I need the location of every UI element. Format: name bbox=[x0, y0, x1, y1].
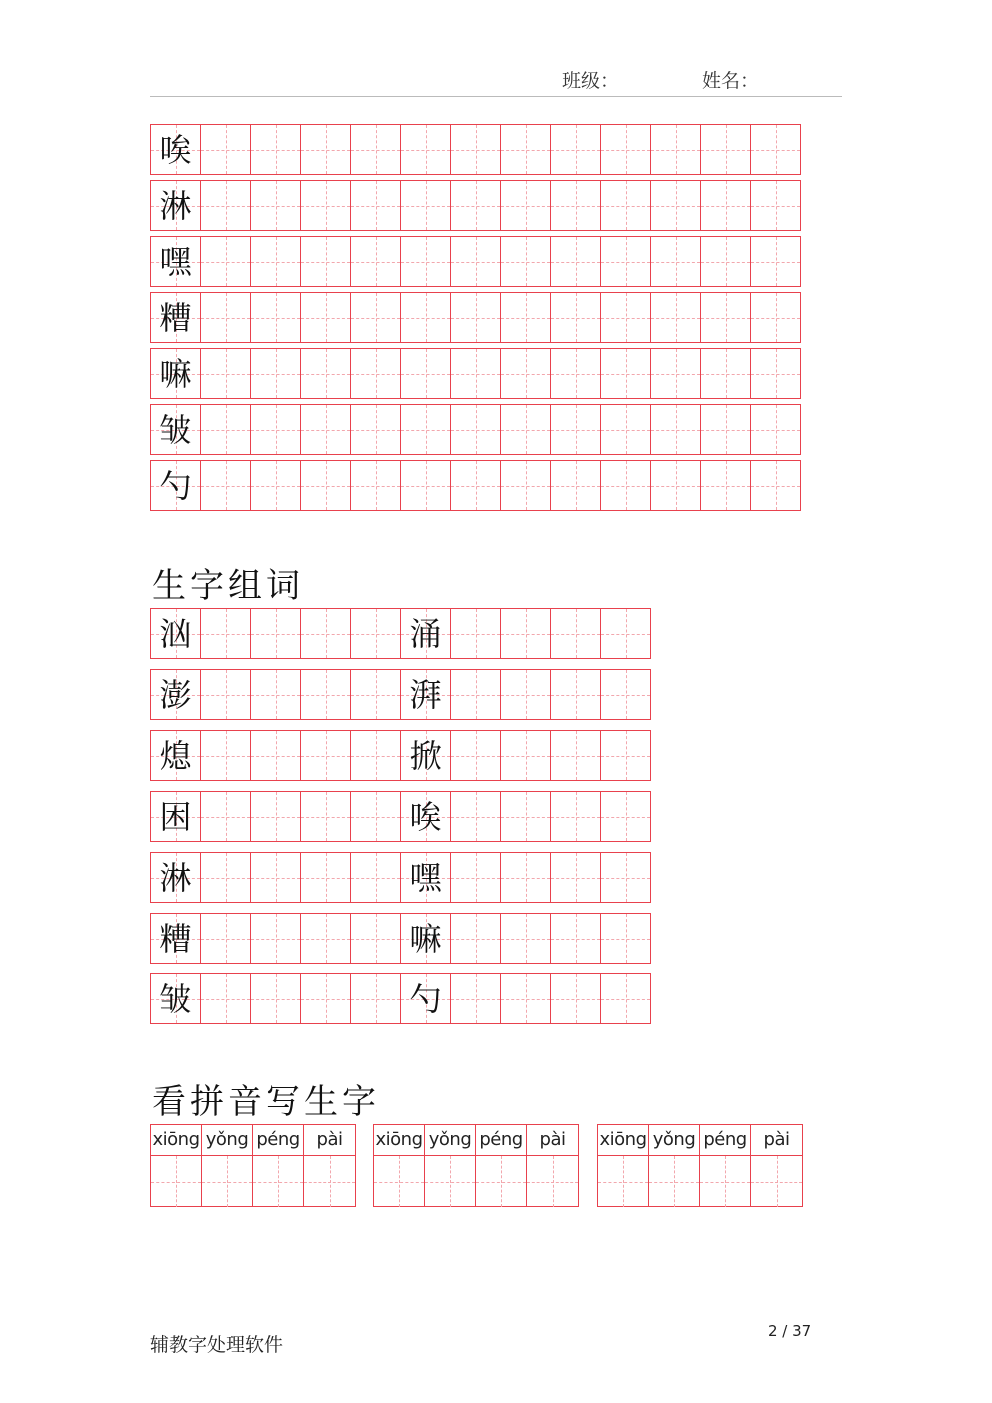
practice-cell[interactable] bbox=[250, 236, 301, 287]
pinyin-row bbox=[374, 1125, 578, 1156]
word-character: 嘛 bbox=[409, 919, 442, 958]
practice-cell[interactable] bbox=[650, 292, 701, 343]
word-cell[interactable] bbox=[450, 730, 501, 781]
practice-cell[interactable] bbox=[300, 460, 351, 511]
word-cell[interactable] bbox=[550, 669, 601, 720]
practice-cell[interactable] bbox=[600, 292, 651, 343]
word-cell[interactable] bbox=[300, 913, 351, 964]
practice-cell[interactable] bbox=[650, 236, 701, 287]
practice-character: 糟 bbox=[159, 298, 192, 337]
practice-cell[interactable] bbox=[650, 348, 701, 399]
write-cell[interactable] bbox=[700, 1156, 751, 1207]
practice-cell[interactable] bbox=[550, 348, 601, 399]
write-cell[interactable] bbox=[151, 1156, 202, 1207]
practice-cell[interactable] bbox=[450, 236, 501, 287]
word-cell[interactable] bbox=[500, 608, 551, 659]
practice-cell[interactable] bbox=[400, 292, 451, 343]
word-cell[interactable] bbox=[550, 973, 601, 1024]
practice-cell[interactable] bbox=[450, 460, 501, 511]
practice-row bbox=[150, 180, 800, 231]
pinyin-syllable: yǒng bbox=[425, 1125, 476, 1155]
word-cell[interactable] bbox=[600, 913, 651, 964]
word-cell[interactable] bbox=[500, 791, 551, 842]
word-cell-char bbox=[150, 608, 201, 659]
practice-cell[interactable] bbox=[500, 460, 551, 511]
practice-cell[interactable] bbox=[200, 404, 251, 455]
practice-character: 淋 bbox=[159, 186, 192, 225]
word-cell[interactable] bbox=[200, 608, 251, 659]
word-cell[interactable] bbox=[200, 669, 251, 720]
word-cell-char bbox=[150, 730, 201, 781]
practice-cell[interactable] bbox=[200, 292, 251, 343]
practice-cell[interactable] bbox=[750, 404, 801, 455]
word-cell[interactable] bbox=[350, 791, 401, 842]
pinyin-section-title: 看拼音写生字 bbox=[152, 1082, 380, 1122]
write-cell[interactable] bbox=[476, 1156, 527, 1207]
word-cell[interactable] bbox=[300, 791, 351, 842]
practice-cell[interactable] bbox=[600, 404, 651, 455]
practice-cell[interactable] bbox=[300, 292, 351, 343]
word-cell[interactable] bbox=[350, 852, 401, 903]
word-cell[interactable] bbox=[250, 791, 301, 842]
word-character: 皱 bbox=[159, 979, 192, 1018]
word-cell[interactable] bbox=[550, 608, 601, 659]
pinyin-syllable: péng bbox=[253, 1125, 304, 1155]
practice-cell[interactable] bbox=[300, 124, 351, 175]
write-cell[interactable] bbox=[649, 1156, 700, 1207]
practice-row bbox=[150, 348, 800, 399]
word-cell[interactable] bbox=[250, 852, 301, 903]
practice-cell[interactable] bbox=[250, 460, 301, 511]
pinyin-syllable: yǒng bbox=[649, 1125, 700, 1155]
practice-cell[interactable] bbox=[600, 180, 651, 231]
write-cell[interactable] bbox=[202, 1156, 253, 1207]
word-character: 汹 bbox=[159, 614, 192, 653]
word-cell[interactable] bbox=[200, 852, 251, 903]
practice-cell[interactable] bbox=[650, 404, 701, 455]
write-row bbox=[374, 1156, 578, 1207]
header-divider bbox=[150, 96, 842, 97]
practice-cell[interactable] bbox=[400, 348, 451, 399]
practice-cell[interactable] bbox=[300, 236, 351, 287]
practice-cell-char bbox=[150, 124, 201, 175]
word-cell[interactable] bbox=[600, 852, 651, 903]
word-cell-char bbox=[150, 791, 201, 842]
write-cell[interactable] bbox=[425, 1156, 476, 1207]
word-character: 掀 bbox=[409, 736, 442, 775]
practice-cell[interactable] bbox=[450, 180, 501, 231]
word-character: 糟 bbox=[159, 919, 192, 958]
word-cell[interactable] bbox=[500, 669, 551, 720]
word-cell[interactable] bbox=[450, 669, 501, 720]
practice-cell[interactable] bbox=[400, 404, 451, 455]
practice-cell[interactable] bbox=[700, 292, 751, 343]
write-cell[interactable] bbox=[374, 1156, 425, 1207]
pinyin-syllable: pài bbox=[316, 1129, 343, 1150]
pinyin-block bbox=[150, 1124, 356, 1207]
word-cell[interactable] bbox=[600, 669, 651, 720]
practice-cell[interactable] bbox=[600, 236, 651, 287]
pinyin-syllable: péng bbox=[700, 1125, 751, 1155]
word-cell[interactable] bbox=[500, 730, 551, 781]
practice-cell[interactable] bbox=[250, 348, 301, 399]
write-cell[interactable] bbox=[751, 1156, 802, 1207]
word-cell[interactable] bbox=[250, 669, 301, 720]
word-cell[interactable] bbox=[350, 608, 401, 659]
word-row bbox=[150, 730, 650, 781]
word-character: 涌 bbox=[409, 614, 442, 653]
write-cell[interactable] bbox=[304, 1156, 355, 1207]
word-cell-char bbox=[150, 669, 201, 720]
practice-cell[interactable] bbox=[600, 124, 651, 175]
practice-cell[interactable] bbox=[450, 292, 501, 343]
word-cell-char bbox=[400, 730, 451, 781]
word-character: 熄 bbox=[159, 736, 192, 775]
practice-cell[interactable] bbox=[600, 460, 651, 511]
word-row bbox=[150, 791, 650, 842]
word-cell-char bbox=[400, 608, 451, 659]
practice-character: 皱 bbox=[159, 410, 192, 449]
software-name: 辅教字处理软件 bbox=[150, 1334, 284, 1356]
practice-cell-char bbox=[150, 236, 201, 287]
practice-cell[interactable] bbox=[650, 180, 701, 231]
word-character: 嘿 bbox=[409, 858, 442, 897]
word-cell[interactable] bbox=[550, 791, 601, 842]
word-row bbox=[150, 973, 650, 1024]
word-cell[interactable] bbox=[350, 669, 401, 720]
practice-cell-char bbox=[150, 404, 201, 455]
practice-row bbox=[150, 236, 800, 287]
practice-cell[interactable] bbox=[350, 460, 401, 511]
practice-cell[interactable] bbox=[300, 348, 351, 399]
word-cell[interactable] bbox=[300, 852, 351, 903]
word-character: 唉 bbox=[409, 797, 442, 836]
practice-cell[interactable] bbox=[600, 348, 651, 399]
practice-cell[interactable] bbox=[500, 236, 551, 287]
word-cell[interactable] bbox=[200, 973, 251, 1024]
word-cell-char bbox=[400, 913, 451, 964]
practice-cell[interactable] bbox=[300, 180, 351, 231]
practice-cell[interactable] bbox=[700, 180, 751, 231]
word-cell-char bbox=[150, 973, 201, 1024]
word-cell[interactable] bbox=[200, 791, 251, 842]
practice-cell[interactable] bbox=[200, 236, 251, 287]
practice-cell[interactable] bbox=[650, 460, 701, 511]
practice-cell[interactable] bbox=[750, 236, 801, 287]
practice-character: 嘿 bbox=[159, 242, 192, 281]
word-cell[interactable] bbox=[600, 608, 651, 659]
word-character: 澎 bbox=[159, 675, 192, 714]
practice-cell[interactable] bbox=[700, 348, 751, 399]
word-row bbox=[150, 608, 650, 659]
practice-cell[interactable] bbox=[500, 348, 551, 399]
word-character: 湃 bbox=[409, 675, 442, 714]
word-cell[interactable] bbox=[250, 973, 301, 1024]
word-cell[interactable] bbox=[300, 973, 351, 1024]
practice-cell[interactable] bbox=[700, 460, 751, 511]
practice-cell[interactable] bbox=[500, 292, 551, 343]
practice-cell[interactable] bbox=[550, 404, 601, 455]
word-cell[interactable] bbox=[600, 973, 651, 1024]
practice-cell[interactable] bbox=[200, 460, 251, 511]
practice-cell[interactable] bbox=[550, 292, 601, 343]
practice-character: 勺 bbox=[159, 466, 192, 505]
word-cell-char bbox=[400, 973, 451, 1024]
pinyin-syllable: xiōng bbox=[598, 1125, 649, 1155]
word-cell[interactable] bbox=[500, 973, 551, 1024]
word-cell[interactable] bbox=[250, 730, 301, 781]
practice-cell[interactable] bbox=[750, 124, 801, 175]
practice-cell[interactable] bbox=[550, 180, 601, 231]
practice-cell-char bbox=[150, 348, 201, 399]
practice-cell-char bbox=[150, 180, 201, 231]
practice-cell[interactable] bbox=[300, 404, 351, 455]
practice-cell[interactable] bbox=[350, 180, 401, 231]
practice-cell[interactable] bbox=[350, 124, 401, 175]
practice-row bbox=[150, 404, 800, 455]
word-cell-char bbox=[400, 669, 451, 720]
practice-cell[interactable] bbox=[450, 124, 501, 175]
practice-cell[interactable] bbox=[750, 348, 801, 399]
word-cell[interactable] bbox=[550, 852, 601, 903]
word-section-title: 生字组词 bbox=[152, 566, 304, 606]
practice-cell[interactable] bbox=[250, 404, 301, 455]
word-cell[interactable] bbox=[500, 852, 551, 903]
practice-cell[interactable] bbox=[350, 292, 401, 343]
word-cell[interactable] bbox=[450, 973, 501, 1024]
word-row bbox=[150, 913, 650, 964]
word-cell[interactable] bbox=[550, 913, 601, 964]
practice-cell[interactable] bbox=[400, 460, 451, 511]
practice-character: 嘛 bbox=[159, 354, 192, 393]
word-character: 困 bbox=[159, 797, 192, 836]
word-cell-char bbox=[400, 791, 451, 842]
practice-row bbox=[150, 292, 800, 343]
word-cell-char bbox=[400, 852, 451, 903]
practice-cell[interactable] bbox=[500, 404, 551, 455]
write-cell[interactable] bbox=[598, 1156, 649, 1207]
word-cell[interactable] bbox=[300, 608, 351, 659]
word-cell[interactable] bbox=[300, 730, 351, 781]
pinyin-block bbox=[597, 1124, 803, 1207]
practice-cell[interactable] bbox=[700, 236, 751, 287]
practice-cell[interactable] bbox=[400, 236, 451, 287]
word-cell[interactable] bbox=[200, 730, 251, 781]
word-cell[interactable] bbox=[450, 913, 501, 964]
word-row bbox=[150, 852, 650, 903]
word-cell[interactable] bbox=[450, 608, 501, 659]
practice-cell[interactable] bbox=[400, 124, 451, 175]
pinyin-syllable: xiōng bbox=[374, 1125, 425, 1155]
pinyin-syllable: yǒng bbox=[202, 1125, 253, 1155]
class-label: 班级： bbox=[562, 70, 620, 92]
write-row bbox=[151, 1156, 355, 1207]
practice-cell[interactable] bbox=[750, 292, 801, 343]
word-cell[interactable] bbox=[250, 608, 301, 659]
practice-cell[interactable] bbox=[350, 236, 401, 287]
practice-cell[interactable] bbox=[200, 124, 251, 175]
practice-cell[interactable] bbox=[250, 180, 301, 231]
practice-row bbox=[150, 460, 800, 511]
practice-cell-char bbox=[150, 292, 201, 343]
name-label: 姓名： bbox=[702, 70, 760, 92]
word-cell[interactable] bbox=[600, 791, 651, 842]
practice-cell[interactable] bbox=[650, 124, 701, 175]
pinyin-row bbox=[151, 1125, 355, 1156]
word-row bbox=[150, 669, 650, 720]
practice-cell[interactable] bbox=[200, 348, 251, 399]
write-row bbox=[598, 1156, 802, 1207]
practice-cell[interactable] bbox=[400, 180, 451, 231]
word-cell-char bbox=[150, 913, 201, 964]
practice-cell[interactable] bbox=[250, 124, 301, 175]
practice-character: 唉 bbox=[159, 130, 192, 169]
word-cell[interactable] bbox=[350, 913, 401, 964]
write-cell[interactable] bbox=[527, 1156, 578, 1207]
practice-cell[interactable] bbox=[250, 292, 301, 343]
word-cell[interactable] bbox=[600, 730, 651, 781]
pinyin-syllable: xiōng bbox=[151, 1125, 202, 1155]
word-cell[interactable] bbox=[350, 730, 401, 781]
word-cell[interactable] bbox=[450, 852, 501, 903]
word-cell-char bbox=[150, 852, 201, 903]
pinyin-syllable: pài bbox=[539, 1129, 566, 1150]
practice-cell[interactable] bbox=[750, 180, 801, 231]
practice-cell[interactable] bbox=[500, 180, 551, 231]
practice-cell[interactable] bbox=[450, 348, 501, 399]
word-cell[interactable] bbox=[300, 669, 351, 720]
pinyin-syllable: pài bbox=[763, 1129, 790, 1150]
practice-cell[interactable] bbox=[550, 124, 601, 175]
word-cell[interactable] bbox=[550, 730, 601, 781]
pinyin-syllable: péng bbox=[476, 1125, 527, 1155]
practice-cell[interactable] bbox=[550, 236, 601, 287]
word-cell[interactable] bbox=[200, 913, 251, 964]
pinyin-row bbox=[598, 1125, 802, 1156]
word-cell[interactable] bbox=[250, 913, 301, 964]
practice-cell[interactable] bbox=[450, 404, 501, 455]
pinyin-block bbox=[373, 1124, 579, 1207]
page-indicator: 2 / 37 bbox=[768, 1322, 812, 1340]
practice-cell-char bbox=[150, 460, 201, 511]
word-character: 淋 bbox=[159, 858, 192, 897]
practice-cell[interactable] bbox=[500, 124, 551, 175]
practice-cell[interactable] bbox=[750, 460, 801, 511]
practice-cell[interactable] bbox=[550, 460, 601, 511]
practice-cell[interactable] bbox=[700, 124, 751, 175]
practice-row bbox=[150, 124, 800, 175]
word-cell[interactable] bbox=[500, 913, 551, 964]
practice-cell[interactable] bbox=[350, 404, 401, 455]
write-cell[interactable] bbox=[253, 1156, 304, 1207]
practice-cell[interactable] bbox=[350, 348, 401, 399]
word-character: 勺 bbox=[409, 979, 442, 1018]
practice-cell[interactable] bbox=[200, 180, 251, 231]
word-cell[interactable] bbox=[450, 791, 501, 842]
practice-cell[interactable] bbox=[700, 404, 751, 455]
word-cell[interactable] bbox=[350, 973, 401, 1024]
